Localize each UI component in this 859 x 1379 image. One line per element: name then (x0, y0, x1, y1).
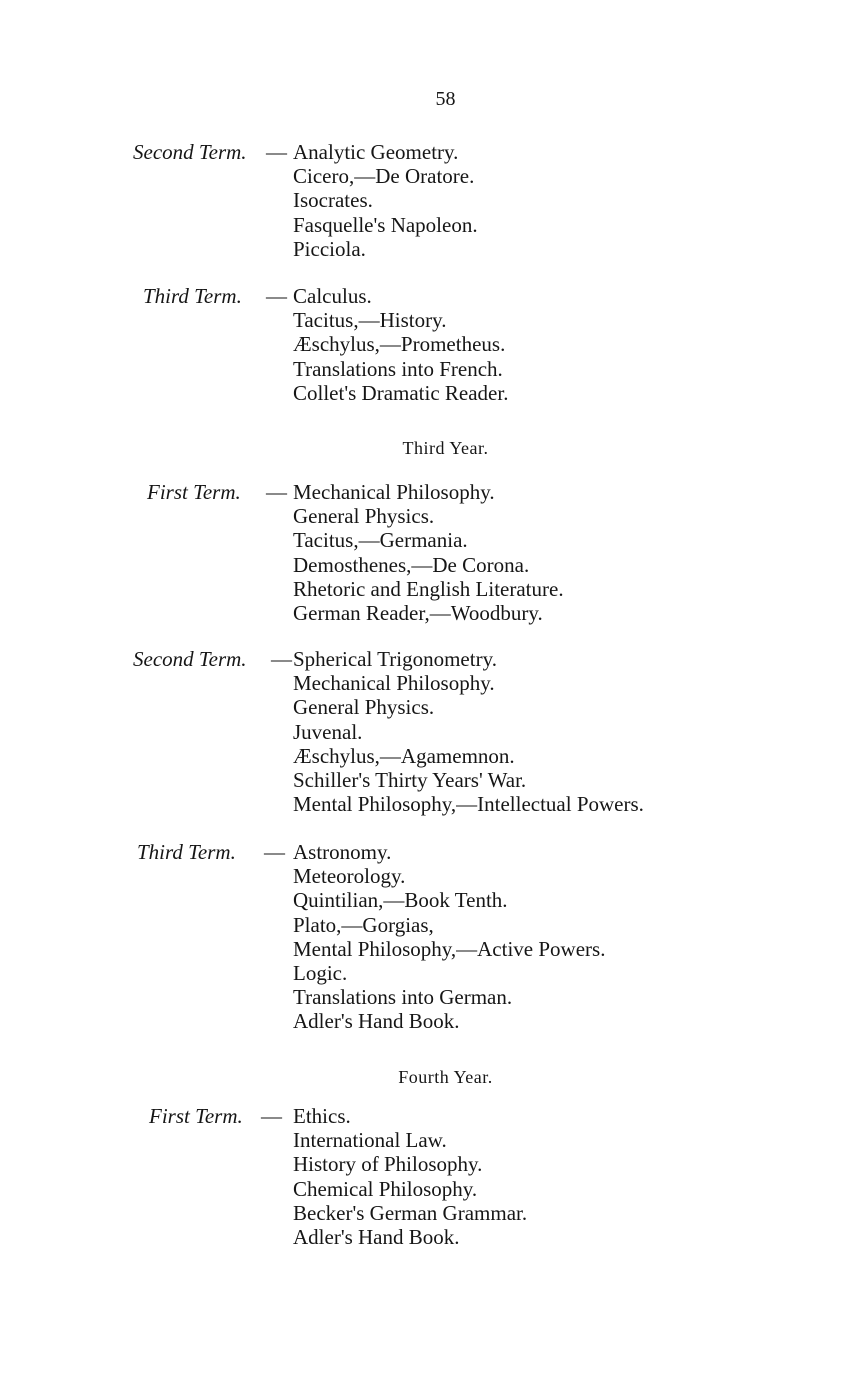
term-label: Third Term. (143, 284, 242, 308)
course-entry: General Physics. (293, 695, 435, 720)
course-entry: Picciola. (293, 236, 366, 261)
course-entry: Adler's Hand Book. (293, 1225, 460, 1250)
page-number: 58 (435, 88, 456, 110)
course-entry: Fasquelle's Napoleon. (293, 212, 478, 237)
course-entry: Ethics. (293, 1104, 351, 1128)
course-entry: Demosthenes,—De Corona. (293, 552, 530, 577)
course-entry: Cicero,—De Oratore. (293, 164, 475, 189)
term-dash: — (264, 840, 285, 864)
course-entry: Chemical Philosophy. (293, 1176, 478, 1201)
course-list (293, 284, 508, 405)
term-dash: — (266, 140, 287, 164)
section-heading: Third Year. (402, 438, 489, 458)
course-list (293, 140, 478, 261)
course-entry: Mechanical Philosophy. (293, 671, 495, 696)
term-dash: — (266, 284, 287, 308)
course-entry: International Law. (293, 1128, 447, 1153)
course-entry: Spherical Trigonometry. (293, 647, 497, 671)
course-entry: Mechanical Philosophy. (293, 480, 495, 504)
section-heading: Fourth Year. (398, 1067, 493, 1087)
course-entry: Translations into German. (293, 985, 513, 1010)
course-entry: Collet's Dramatic Reader. (293, 380, 509, 405)
course-entry: Æschylus,—Agamemnon. (293, 743, 515, 768)
course-list (293, 480, 564, 625)
course-entry: History of Philosophy. (293, 1152, 483, 1177)
term-dash: — (261, 1104, 282, 1128)
course-entry: Mental Philosophy,—Active Powers. (293, 936, 606, 961)
course-entry: Mental Philosophy,—Intellectual Powers. (293, 792, 644, 817)
course-entry: Isocrates. (293, 188, 373, 213)
course-entry: Becker's German Grammar. (293, 1200, 528, 1225)
course-entry: Logic. (293, 961, 348, 986)
term-label: Third Term. (137, 840, 236, 864)
course-entry: Calculus. (293, 284, 372, 308)
course-entry: Tacitus,—Germania. (293, 528, 468, 553)
course-entry: Plato,—Gorgias, (293, 912, 434, 937)
course-entry: General Physics. (293, 504, 435, 529)
course-entry: Schiller's Thirty Years' War. (293, 768, 527, 793)
term-dash: — (266, 480, 287, 504)
course-entry: Adler's Hand Book. (293, 1009, 460, 1034)
term-label: First Term. (149, 1104, 243, 1128)
course-entry: Rhetoric and English Literature. (293, 576, 564, 601)
course-entry: Tacitus,—History. (293, 308, 447, 333)
course-list (293, 840, 605, 1034)
course-entry: Astronomy. (293, 840, 392, 864)
course-entry: Æschylus,—Prometheus. (293, 332, 506, 357)
course-entry: Meteorology. (293, 864, 406, 889)
course-entry: Translations into French. (293, 356, 503, 381)
course-entry: German Reader,—Woodbury. (293, 601, 543, 626)
course-list (293, 647, 644, 816)
term-label: First Term. (147, 480, 241, 504)
course-list (293, 1104, 527, 1249)
course-entry: Juvenal. (293, 719, 363, 744)
course-entry: Analytic Geometry. (293, 140, 459, 164)
term-label: Second Term. (133, 140, 247, 164)
course-entry: Quintilian,—Book Tenth. (293, 888, 508, 913)
term-label: Second Term. (133, 647, 247, 671)
term-dash: — (271, 647, 292, 671)
